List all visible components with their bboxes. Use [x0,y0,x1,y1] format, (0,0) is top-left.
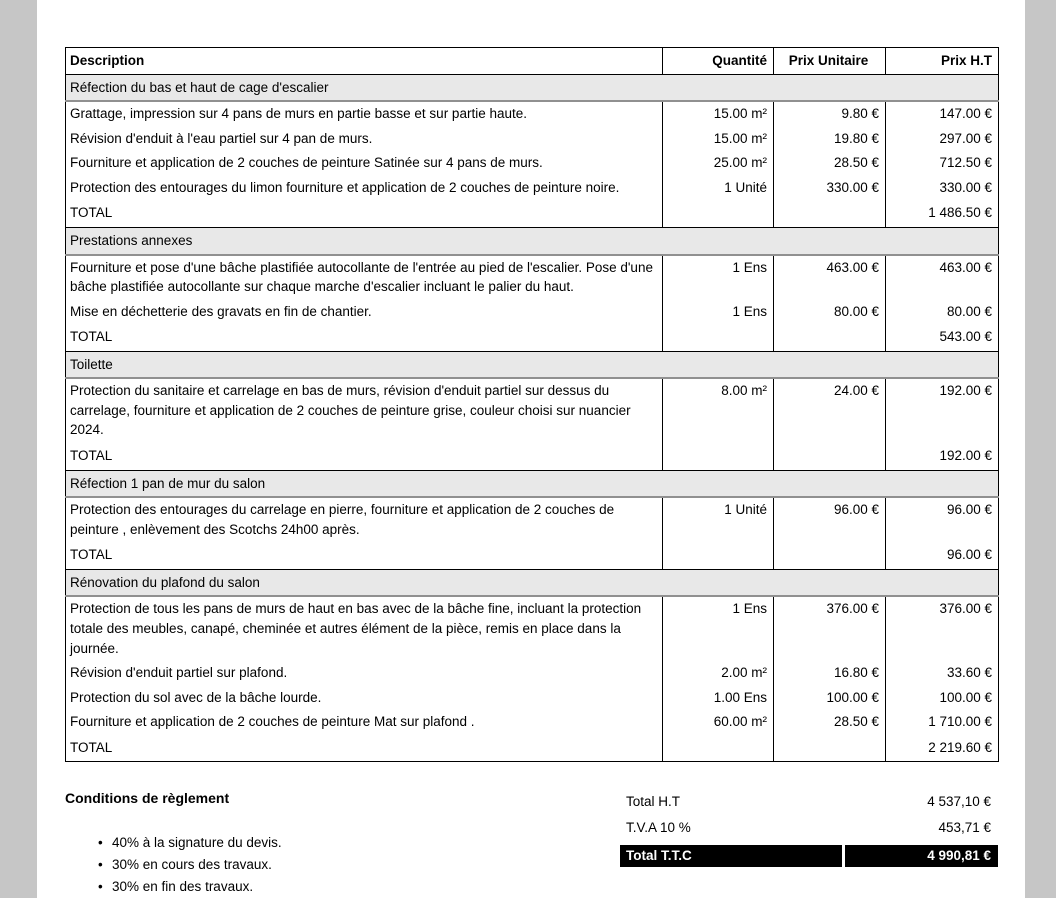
section-total-value: 543.00 € [886,324,999,351]
item-quantity: 8.00 m² [663,378,774,443]
section-total-value: 1 486.50 € [886,200,999,227]
empty-cell [663,443,774,470]
item-row [66,596,999,661]
section-header-row [66,569,999,596]
item-price-ht: 376.00 € [886,596,999,661]
item-row [66,176,999,201]
quote-table [65,47,999,762]
item-quantity: 2.00 m² [663,661,774,686]
section-header-row [66,470,999,497]
item-unit-price: 330.00 € [774,176,886,201]
header-quantity: Quantité [663,48,774,75]
payment-terms-list [65,832,620,898]
section-total-value: 96.00 € [886,542,999,569]
item-price-ht: 297.00 € [886,127,999,152]
totals-row-value: 453,71 € [938,820,991,836]
item-quantity: 15.00 m² [663,101,774,127]
item-row [66,127,999,152]
item-unit-price: 376.00 € [774,596,886,661]
totals-rows [620,790,998,842]
item-quantity: 1 Ens [663,300,774,325]
item-price-ht: 192.00 € [886,378,999,443]
item-description: Fourniture et application de 2 couches de peinture Satinée sur 4 pans de murs. [66,151,663,176]
section-total-value: 2 219.60 € [886,735,999,762]
section-header-row [66,351,999,378]
section-total-row [66,200,999,227]
totals-row-label: T.V.A 10 % [626,820,691,836]
item-description: Révision d'enduit partiel sur plafond. [66,661,663,686]
item-row [66,300,999,325]
empty-cell [663,200,774,227]
payment-terms [65,790,620,898]
section-title: Prestations annexes [66,227,999,254]
empty-cell [663,542,774,569]
item-unit-price: 80.00 € [774,300,886,325]
empty-cell [774,735,886,762]
item-price-ht: 1 710.00 € [886,710,999,735]
empty-cell [774,443,886,470]
section-total-row [66,735,999,762]
empty-cell [774,324,886,351]
item-quantity: 1 Unité [663,176,774,201]
item-description: Protection du sanitaire et carrelage en bas de murs, révision d'enduit partiel sur dessus du carrelage, fourniture et application de 2 couches de peinture grise, couleur choisi sur nuancier 2024. [66,378,663,443]
item-row [66,378,999,443]
payment-term-item: • 30% en cours des travaux. [112,854,620,876]
item-quantity: 1 Ens [663,255,774,300]
item-quantity: 15.00 m² [663,127,774,152]
item-price-ht: 712.50 € [886,151,999,176]
section-total-row [66,542,999,569]
header-unit-price: Prix Unitaire [774,48,886,75]
item-row [66,255,999,300]
item-unit-price: 9.80 € [774,101,886,127]
item-description: Protection du sol avec de la bâche lourde. [66,686,663,711]
bottom-area [65,790,998,898]
totals-row [620,790,998,816]
item-description: Protection de tous les pans de murs de haut en bas avec de la bâche fine, incluant la protection totale des meubles, canapé, cheminée et autres élément de la pièce, remis en place dans la journée. [66,596,663,661]
item-quantity: 1 Unité [663,497,774,542]
total-ttc-value: 4 990,81 € [845,845,998,867]
item-unit-price: 463.00 € [774,255,886,300]
section-title: Réfection du bas et haut de cage d'escalier [66,74,999,101]
section-total-label: TOTAL [66,443,663,470]
total-ttc-label: Total T.T.C [620,845,842,867]
totals-row-label: Total H.T [626,794,681,810]
item-price-ht: 96.00 € [886,497,999,542]
item-description: Fourniture et pose d'une bâche plastifiée autocollante de l'entrée au pied de l'escalier. Pose d'une bâche plastifiée autocollante sur chaque marche d'escalier incluant le palier du haut. [66,255,663,300]
empty-cell [774,542,886,569]
empty-cell [663,324,774,351]
header-description: Description [66,48,663,75]
item-description: Protection des entourages du carrelage en pierre, fourniture et application de 2 couches de peinture , enlèvement des Scotchs 24h00 après. [66,497,663,542]
item-description: Révision d'enduit à l'eau partiel sur 4 pan de murs. [66,127,663,152]
section-total-label: TOTAL [66,200,663,227]
item-unit-price: 24.00 € [774,378,886,443]
table-header-row [66,48,999,75]
payment-term-item: • 30% en fin des travaux. [112,876,620,898]
payment-terms-title: Conditions de règlement [65,790,230,807]
section-total-label: TOTAL [66,542,663,569]
quote-table-body [66,74,999,762]
item-description: Mise en déchetterie des gravats en fin de chantier. [66,300,663,325]
item-row [66,710,999,735]
item-price-ht: 147.00 € [886,101,999,127]
item-row [66,497,999,542]
section-title: Réfection 1 pan de mur du salon [66,470,999,497]
header-price-ht: Prix H.T [886,48,999,75]
item-unit-price: 28.50 € [774,710,886,735]
item-unit-price: 16.80 € [774,661,886,686]
section-total-row [66,324,999,351]
item-description: Fourniture et application de 2 couches de peinture Mat sur plafond . [66,710,663,735]
section-title: Toilette [66,351,999,378]
item-unit-price: 28.50 € [774,151,886,176]
totals-row-value: 4 537,10 € [927,794,991,810]
item-unit-price: 100.00 € [774,686,886,711]
empty-cell [663,735,774,762]
item-unit-price: 96.00 € [774,497,886,542]
item-price-ht: 100.00 € [886,686,999,711]
document-page [37,0,1025,898]
section-title: Rénovation du plafond du salon [66,569,999,596]
section-header-row [66,227,999,254]
item-price-ht: 463.00 € [886,255,999,300]
section-total-label: TOTAL [66,324,663,351]
total-ttc-row [620,845,998,867]
item-price-ht: 80.00 € [886,300,999,325]
item-quantity: 1 Ens [663,596,774,661]
item-price-ht: 33.60 € [886,661,999,686]
item-row [66,686,999,711]
item-quantity: 60.00 m² [663,710,774,735]
item-row [66,151,999,176]
section-total-value: 192.00 € [886,443,999,470]
payment-term-item: • 40% à la signature du devis. [112,832,620,854]
item-description: Protection des entourages du limon fourniture et application de 2 couches de peinture noire. [66,176,663,201]
item-quantity: 25.00 m² [663,151,774,176]
section-total-row [66,443,999,470]
totals-block [620,790,998,867]
item-description: Grattage, impression sur 4 pans de murs en partie basse et sur partie haute. [66,101,663,127]
item-row [66,661,999,686]
section-header-row [66,74,999,101]
item-quantity: 1.00 Ens [663,686,774,711]
empty-cell [774,200,886,227]
item-unit-price: 19.80 € [774,127,886,152]
section-total-label: TOTAL [66,735,663,762]
item-price-ht: 330.00 € [886,176,999,201]
item-row [66,101,999,127]
totals-row [620,816,998,842]
